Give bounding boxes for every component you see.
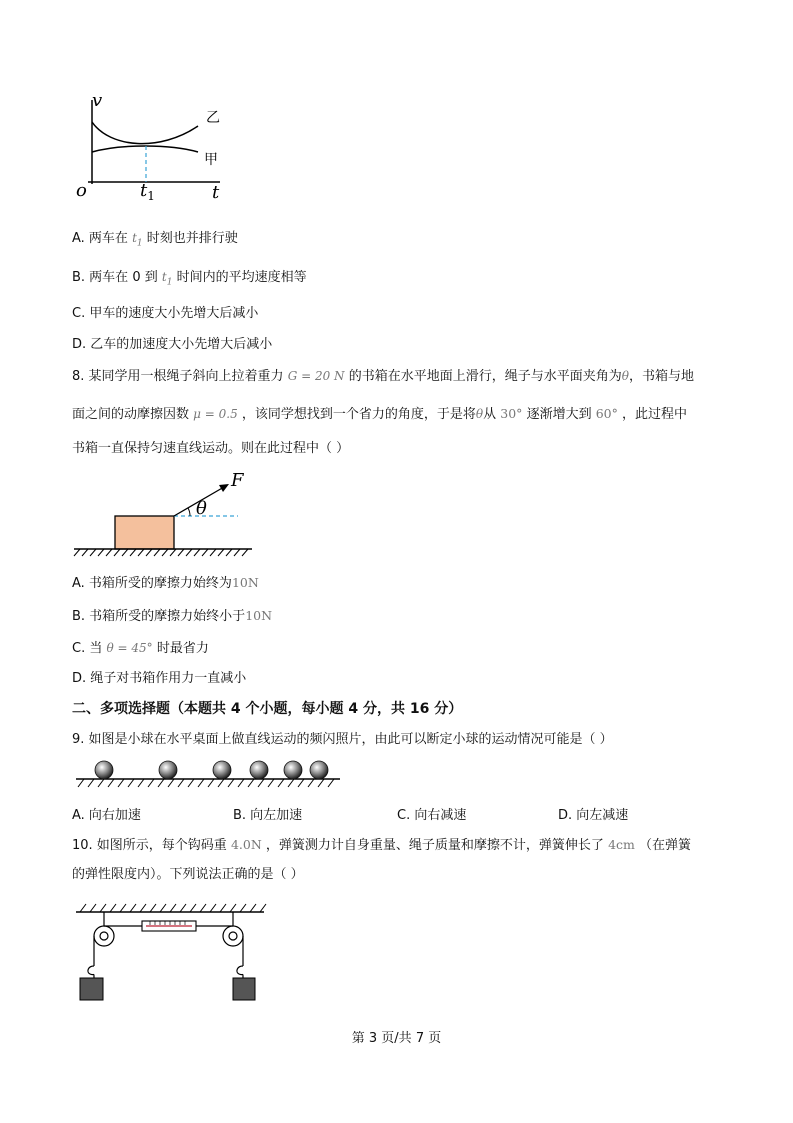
- hook-weight: 4.0N: [230, 837, 262, 852]
- label-v: v: [92, 90, 103, 111]
- q7-option-d: D. 乙车的加速度大小先增大后减小: [72, 337, 273, 352]
- label-o: o: [76, 180, 87, 201]
- q9-stem: 9. 如图是小球在水平桌面上做直线运动的频闪照片，由此可以断定小球的运动情况可能是（ ）: [72, 732, 613, 747]
- q10-stem-line1: 10. 如图所示，每个钩码重 4.0N ，弹簧测力计自身重量、绳子质量和摩擦不计，弹簧伸长了 4cm （在弹簧: [72, 837, 692, 853]
- label-jia: 甲: [204, 152, 218, 168]
- q8-option-a: A. 书箱所受的摩擦力始终为10N: [72, 575, 259, 591]
- q8-option-d: D. 绳子对书箱作用力一直减小: [72, 671, 247, 686]
- spring-scale: [142, 921, 196, 931]
- spring-extension: 4cm: [608, 837, 635, 852]
- friction-coefficient: μ = 0.5: [193, 407, 238, 421]
- q8-option-b: B. 书箱所受的摩擦力始终小于10N: [72, 608, 273, 624]
- page-footer: 第 3 页/共 7 页: [351, 1031, 442, 1046]
- q9-option-c: C. 向右减速: [397, 808, 467, 823]
- label-theta: θ: [196, 498, 207, 519]
- q10-stem-line2: 的弹性限度内）。下列说法正确的是（ ）: [72, 867, 304, 882]
- left-weight: [80, 978, 103, 1000]
- label-F: F: [231, 470, 244, 491]
- left-hook: [88, 966, 94, 978]
- right-hook: [237, 966, 243, 978]
- q8-stem-line1: 8. 某同学用一根绳子斜向上拉着重力 G = 20 N 的书箱在水平地面上滑行，绳子与水平面夹角为θ，书箱与地: [72, 369, 694, 384]
- label-yi: 乙: [206, 110, 220, 126]
- gravity-formula: G = 20 N: [287, 369, 345, 383]
- q9-option-b: B. 向左加速: [233, 808, 303, 823]
- q9-option-a: A. 向右加速: [72, 808, 141, 823]
- q8-option-c: C. 当 θ = 45° 时最省力: [72, 641, 209, 656]
- q7-option-c: C. 甲车的速度大小先增大后减小: [72, 306, 259, 321]
- ceiling-hatch: [80, 904, 266, 912]
- q8-stem-line3: 书箱一直保持匀速直线运动。则在此过程中（ ）: [72, 441, 350, 456]
- label-t: t: [212, 182, 220, 203]
- q9-option-d: D. 向左减速: [558, 808, 629, 823]
- right-weight: [233, 978, 255, 1000]
- label-t1: $t_1$: [140, 180, 155, 203]
- section-heading: 二、多项选择题（本题共 4 个小题，每小题 4 分，共 16 分）: [72, 701, 463, 717]
- q7-option-b: B. 两车在 0 到 $t_1$ 时间内的平均速度相等: [72, 270, 307, 288]
- q7-option-a: A. 两车在 $t_1$ 时刻也并排行驶: [72, 231, 238, 249]
- q8-stem-line2: 面之间的动摩擦因数 μ = 0.5 ，该同学想找到一个省力的角度，于是将θ从 30° 逐渐增大到 60° ，此过程中: [72, 406, 688, 422]
